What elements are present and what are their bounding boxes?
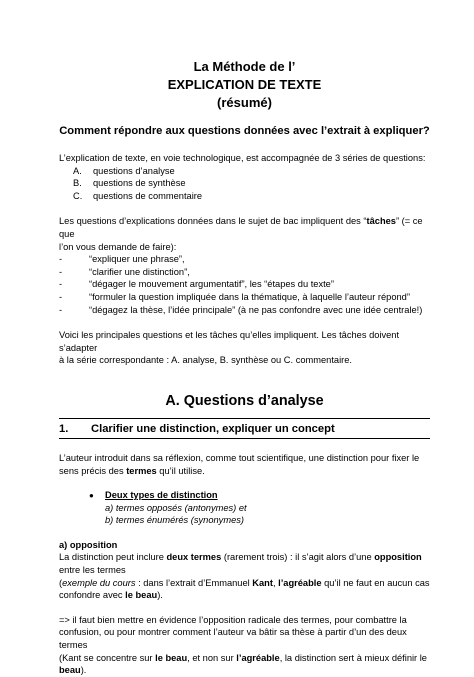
series-key: B. [73, 178, 82, 189]
opposition-line-1 [59, 551, 430, 564]
opp-text: : dans l’extrait d’Emmanuel [135, 577, 253, 588]
task-item: - “expliquer une phrase”, [59, 254, 185, 265]
opp-text: ). [157, 590, 163, 601]
series-list [59, 165, 430, 203]
concl-keyword: le beau [155, 652, 188, 663]
tasks-list [59, 253, 430, 316]
title-line-2: EXPLICATION DE TEXTE [167, 77, 322, 92]
tasks-text: Les questions d’explications données dans le sujet de bac impliquent des “ [59, 216, 367, 227]
opp-keyword: le beau [125, 590, 158, 601]
subsection-number: 1. [59, 422, 69, 435]
task-item: - “formuler la question impliquée dans la thématique, à laquelle l’auteur répond” [59, 291, 410, 302]
task-item: - “dégagez la thèse, l’idée principale” (à ne pas confondre avec une idée centrale!) [59, 304, 423, 315]
concl-text: ). [80, 665, 87, 676]
main-question: Comment répondre aux questions données avec l’extrait à expliquer? [59, 125, 430, 137]
subsection-title: Clarifier une distinction, expliquer un concept [91, 422, 335, 435]
auteur-text: qu’il utilise. [156, 465, 205, 476]
types-bullet-item [59, 489, 430, 527]
title-line-3: (résumé) [217, 95, 272, 110]
task-text: “dégager le mouvement argumentatif”, les “étapes du texte” [89, 279, 334, 290]
series-label: questions de commentaire [93, 190, 203, 201]
series-item [73, 177, 430, 190]
task-text: “formuler la question impliquée dans la thématique, à laquelle l’auteur répond” [89, 291, 410, 302]
voici-line-1: Voici les principales questions et les tâches qu’elles impliquent. Les tâches doivent s’adapter [59, 330, 400, 353]
types-b: b) termes énumérés (synonymes) [105, 515, 244, 526]
title-line-1: La Méthode de l’ [193, 59, 296, 74]
types-a: a) termes opposés (antonymes) et [105, 502, 247, 513]
concl-text: (Kant se concentre sur [59, 652, 156, 663]
opposition-block [59, 539, 430, 602]
tasks-intro [59, 215, 430, 240]
opposition-heading: a) opposition [59, 539, 118, 550]
task-text: “dégagez la thèse, l’idée principale” (à ne pas confondre avec une idée centrale!) [89, 304, 423, 315]
conclusion-line-3 [59, 652, 430, 665]
voici-block [59, 329, 430, 367]
opp-keyword: deux termes [166, 552, 222, 563]
tasks-keyword: tâches [366, 216, 396, 227]
opposition-line-3 [59, 577, 430, 590]
bullet-dot-icon: ● [89, 491, 94, 501]
tasks-text: ” (= ce que [59, 216, 423, 239]
task-item: - “dégager le mouvement argumentatif”, les “étapes du texte” [59, 279, 334, 290]
series-key: C. [73, 190, 83, 201]
tasks-intro-2: l’on vous demande de faire): [59, 241, 177, 252]
subsection-heading [59, 419, 430, 438]
series-item [73, 190, 430, 203]
opp-text: , [272, 577, 279, 588]
concl-text: , la distinction sert à mieux définir le [279, 652, 427, 663]
auteur-line-2 [59, 465, 430, 478]
opp-keyword: opposition [374, 552, 422, 563]
task-text: “clarifier une distinction”, [89, 266, 190, 277]
concl-keyword: l’agréable [236, 652, 280, 663]
intro-text: L’explication de texte, en voie technologique, est accompagnée de 3 séries de questions: [59, 153, 426, 163]
auteur-text: sens précis des [59, 465, 127, 476]
task-text: “expliquer une phrase”, [89, 254, 185, 265]
series-label: questions de synthèse [93, 178, 186, 189]
series-label: questions d’analyse [93, 165, 175, 176]
conclusion-block [59, 614, 430, 677]
opp-text: La distinction peut inclure [59, 552, 167, 563]
opp-keyword: Kant [252, 577, 273, 588]
opp-text: confondre avec [59, 590, 126, 601]
tasks-block [59, 215, 430, 316]
opp-italic: exemple du cours [62, 577, 136, 588]
opposition-line-2: entre les termes [59, 565, 126, 576]
conclusion-line-4 [59, 664, 430, 677]
section-rule-bottom [59, 438, 430, 439]
types-title: Deux types de distinction [105, 490, 218, 501]
opp-text: qu’il ne faut en aucun cas [321, 577, 430, 588]
conclusion-line-1: => il faut bien mettre en évidence l’opposition radicale des termes, pour combattre la [59, 614, 407, 625]
auteur-block [59, 452, 430, 477]
opp-text: (rarement trois) : il s’agit alors d’une [221, 552, 375, 563]
concl-text: , et non sur [187, 652, 237, 663]
opp-text: ( [59, 577, 63, 588]
auteur-line-1: L’auteur introduit dans sa réflexion, comme tout scientifique, une distinction pour fixer le [59, 452, 420, 463]
conclusion-line-2: confusion, ou pour montrer comment l’auteur va bâtir sa thèse à partir d’un des deux termes [59, 627, 407, 651]
opp-keyword: l’agréable [278, 577, 322, 588]
series-item [73, 165, 430, 178]
series-key: A. [73, 165, 82, 176]
concl-keyword: beau [59, 665, 81, 676]
opposition-line-4 [59, 589, 430, 602]
task-item: - “clarifier une distinction”, [59, 266, 190, 277]
intro-block [59, 152, 430, 202]
voici-line-2: à la série correspondante : A. analyse, B. synthèse ou C. commentaire. [59, 355, 353, 366]
auteur-keyword: termes [126, 465, 157, 476]
section-title: A. Questions d’analyse [165, 392, 324, 409]
